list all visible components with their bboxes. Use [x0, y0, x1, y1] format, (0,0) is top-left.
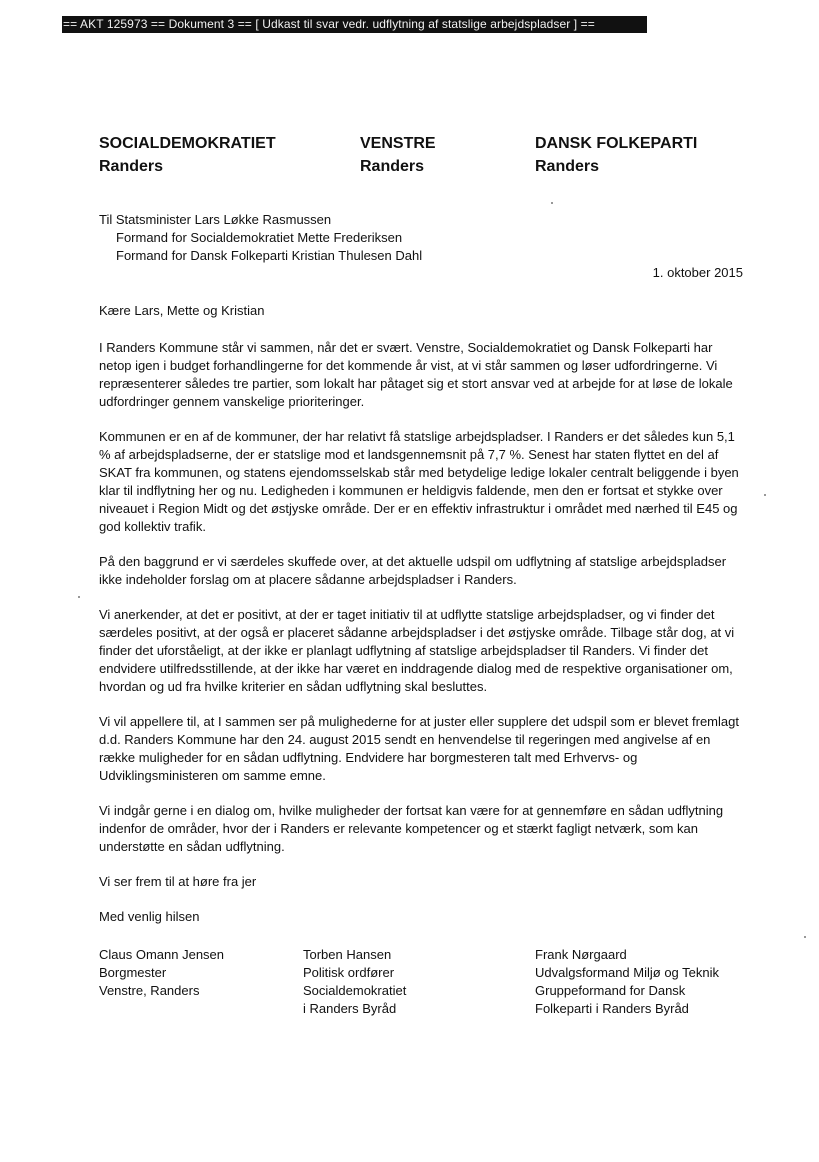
signature-torben-hansen [303, 946, 406, 1018]
scan-speck [764, 494, 766, 496]
signature-line: Udvalgsformand Miljø og Teknik [535, 965, 719, 980]
recipient-line: Til Statsminister Lars Løkke Rasmussen [99, 212, 332, 227]
recipient-block [99, 211, 422, 265]
sender-venstre [360, 132, 436, 178]
scan-speck [804, 936, 806, 938]
body-paragraph: Kommunen er en af de kommuner, der har relativt få statslige arbejdspladser. I Randers er det således kun 5,1 % af arbejdspladserne, der er statslige mod et landsgennemsnit på 7,7 %. Senest har staten flyttet en del af SKAT fra kommunen, og statens ejendomsselskab står med betydelige ledige lokaler centralt beliggende i byen klar til indflytning her og nu. Ledigheden i kommunen er heldigvis faldende, men den er fortsat et stykke over niveauet i Region Midt og det østjyske område. Der er en effektiv infrastruktur i området med nærhed til E45 og god kollektiv trafik. [99, 429, 739, 534]
signature-line: Torben Hansen [303, 947, 392, 962]
body-paragraph: Vi indgår gerne i en dialog om, hvilke muligheder der fortsat kan være for at gennemføre en sådan udflytning indenfor de områder, hvor der i Randers er relevante kompetencer og et stærkt fagligt netværk, som kan understøtte en sådan udflytning. [99, 803, 724, 854]
sender-party-name: SOCIALDEMOKRATIET [99, 135, 276, 152]
letter-date: 1. oktober 2015 [652, 265, 743, 280]
scan-speck [551, 202, 553, 204]
signature-line: Claus Omann Jensen [99, 947, 225, 962]
signature-frank-norgaard [535, 946, 719, 1018]
signature-line: Borgmester [99, 965, 167, 980]
closing: Med venlig hilsen [99, 909, 200, 924]
signature-line: Politisk ordfører [303, 965, 395, 980]
recipient-line: Formand for Dansk Folkeparti Kristian Thulesen Dahl [116, 248, 423, 263]
signature-line: Gruppeformand for Dansk [535, 983, 686, 998]
signature-claus-omann-jensen [99, 946, 224, 1000]
body-paragraph: Vi ser frem til at høre fra jer [99, 874, 257, 889]
sender-party-name: VENSTRE [360, 135, 436, 152]
signature-line: i Randers Byråd [303, 1001, 397, 1016]
sender-party-name: DANSK FOLKEPARTI [535, 135, 698, 152]
sender-city: Randers [535, 158, 600, 175]
document-id-banner: == AKT 125973 == Dokument 3 == [ Udkast til svar vedr. udflytning af statslige arbejdspladser ] == [62, 16, 647, 33]
sender-dansk-folkeparti [535, 132, 697, 178]
signature-line: Folkeparti i Randers Byråd [535, 1001, 689, 1016]
signature-line: Socialdemokratiet [303, 983, 407, 998]
body-paragraph: På den baggrund er vi særdeles skuffede over, at det aktuelle udspil om udflytning af statslige arbejdspladser ikke indeholder forslag om at placere sådanne arbejdspladser i Randers. [99, 554, 727, 587]
sender-city: Randers [99, 158, 164, 175]
letter-body [99, 302, 743, 943]
body-paragraph: Vi anerkender, at det er positivt, at der er taget initiativ til at udflytte statslige arbejdspladser, og vi finder det særdeles positivt, at der også er placeret sådanne arbejdspladser i det østjyske område. Tilbage står dog, at vi finder det uforståeligt, at der ikke er planlagt udflytning af statslige arbejdspladser til Randers. Vi finder det endvidere utilfredsstillende, at der ikke har været en inddragende dialog med de respektive organisationer om, hvordan og ud fra hvilke kriterier en sådan udflytning skal besluttes. [99, 607, 735, 694]
greeting: Kære Lars, Mette og Kristian [99, 303, 265, 318]
body-paragraph: Vi vil appellere til, at I sammen ser på mulighederne for at juster eller supplere det udspil som er blevet fremlagt d.d. Randers Kommune har den 24. august 2015 sendt en henvendelse til regeringen med angivelse af en række muligheder for en sådan udflytning. Endvidere har borgmesteren talt med Erhvervs- og Udviklingsministeren om samme emne. [99, 714, 739, 783]
body-paragraph: I Randers Kommune står vi sammen, når det er svært. Venstre, Socialdemokratiet og Dansk Folkeparti har netop igen i budget forhandlingerne for det kommende år vist, at vi står sammen og løser udfordringerne. Vi repræsenterer således tre partier, som lokalt har påtaget sig et stort ansvar ved at arbejde for at løse de lokale udfordringer gennem vanskelige prioriteringer. [99, 340, 733, 409]
sender-city: Randers [360, 158, 425, 175]
signature-line: Frank Nørgaard [535, 947, 627, 962]
scan-speck [78, 596, 80, 598]
recipient-line: Formand for Socialdemokratiet Mette Frederiksen [116, 230, 403, 245]
sender-socialdemokratiet [99, 132, 276, 178]
signature-line: Venstre, Randers [99, 983, 200, 998]
